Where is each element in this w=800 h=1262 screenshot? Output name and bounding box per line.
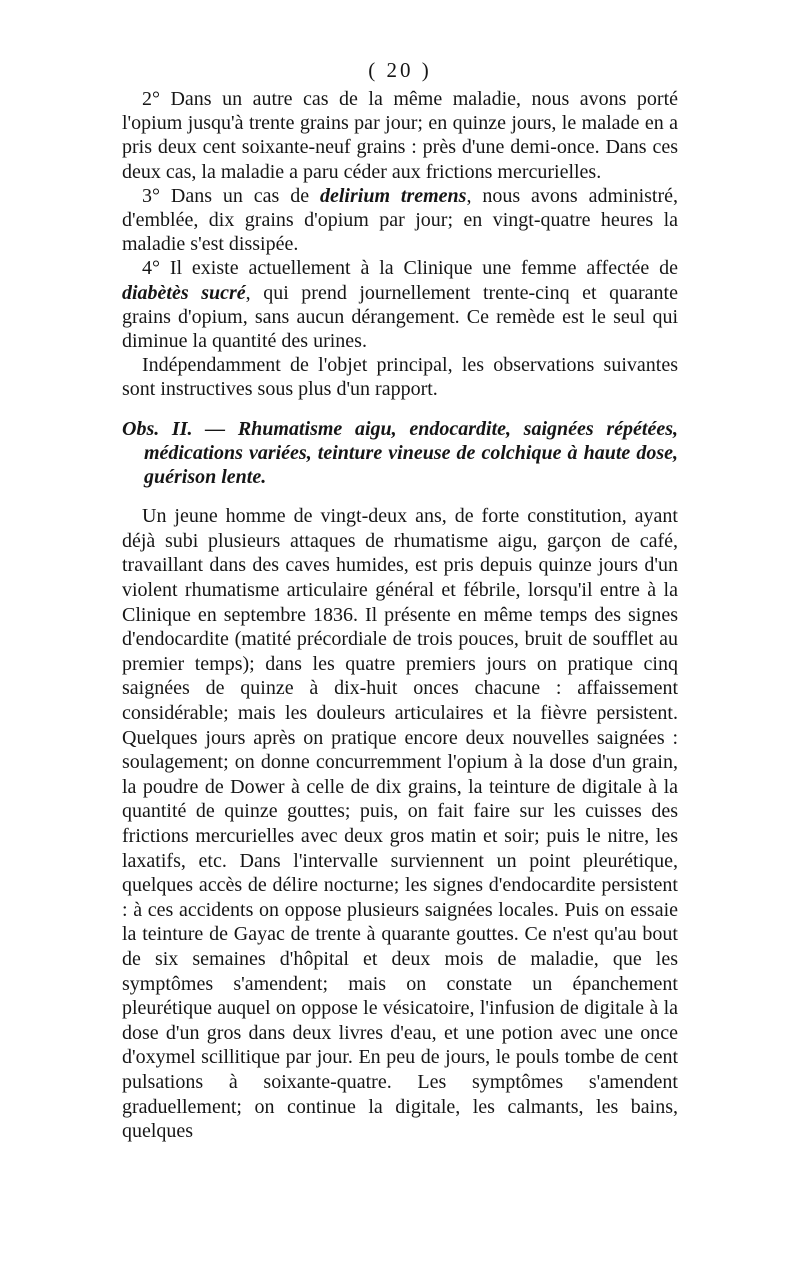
italic-term: delirium tremens xyxy=(319,184,467,207)
paragraph-diabetes xyxy=(122,256,678,353)
paragraph-text: 3° Dans un cas de xyxy=(142,184,320,207)
case-paragraph: Un jeune homme de vingt-deux ans, de forte constitution, ayant déjà subi plusieurs attaques de rhumatisme aigu, garçon de café, travaillant dans des caves humides, est pris depuis quinze jours d'un violent rhumatisme articulaire général et fébrile, lorsqu'il entre à la Clinique en septembre 1836. Il présente en même temps des signes d'endocardite (matité précordiale de trois pouces, bruit de soufflet au premier temps); dans les quatre premiers jours on pratique cinq saignées de quinze à dix-huit onces chacune : affaissement considérable; mais les douleurs articulaires et la fièvre persistent. Quelques jours après on pratique encore deux nouvelles saignées : soulagement; on donne concurremment l'opium à la dose d'un grain, la poudre de Dower à celle de dix grains, la teinture de digitale à la quantité de quinze gouttes; puis, on fait faire sur les cuisses des frictions mercurielles avec deux gros matin et soir; puis le nitre, les laxatifs, etc. Dans l'intervalle surviennent un point pleurétique, quelques accès de délire nocturne; les signes d'endocardite persistent : à ces accidents on oppose plusieurs saignées locales. Puis on essaie la teinture de Gayac de trente à quarante gouttes. Ce n'est qu'au bout de six semaines d'hôpital et deux mois de maladie, que les symptômes s'amendent; mais on constate un épanchement pleurétique auquel on oppose le vésicatoire, l'infusion de digitale à la dose d'un gros dans deux livres d'eau, et une potion avec une once d'oxymel scillitique par jour. En peu de jours, le pouls tombe de cent pulsations à soixante-quatre. Les symptômes s'amendent graduellement; on continue la digitale, les calmants, les bains, quelques xyxy=(122,505,678,1143)
paragraph-opium-case-2 xyxy=(122,87,678,184)
page-number: ( 20 ) xyxy=(368,58,432,82)
paragraph-delirium-tremens xyxy=(122,184,678,257)
paragraph-text: , nous avons administré, d'emblée, dix grains d'opium par jour; en vingt-quatre heures la maladie s'est dissipée. xyxy=(122,184,678,256)
paragraph-text: 4° Il existe actuellement à la Clinique une femme affectée de xyxy=(142,257,678,280)
paragraph-transition xyxy=(122,353,678,401)
paragraph-text: , qui prend journellement trente-cinq et quarante grains d'opium, sans aucun dérangement. Ce remède est le seul qui diminue la quantité des urines. xyxy=(122,281,678,353)
case-body xyxy=(122,504,678,1143)
paragraph-text: 2° Dans un autre cas de la même maladie, nous avons porté l'opium jusqu'à trente grains par jour; en quinze jours, le malade en a pris deux cent soixante-neuf grains : près d'une demi-once. Dans ces deux cas, la maladie a paru céder aux frictions mercurielles. xyxy=(122,88,678,183)
italic-term: diabètès sucré xyxy=(122,281,246,304)
paragraph-text: Indépendamment de l'objet principal, les observations suivantes sont instructives sous plus d'un rapport. xyxy=(122,354,678,401)
page-text xyxy=(122,87,678,1144)
observation-heading: Obs. II. — Rhumatisme aigu, endocardite, saignées répétées, médications variées, teinture vineuse de colchique à haute dose, guérison lente. xyxy=(122,417,678,489)
